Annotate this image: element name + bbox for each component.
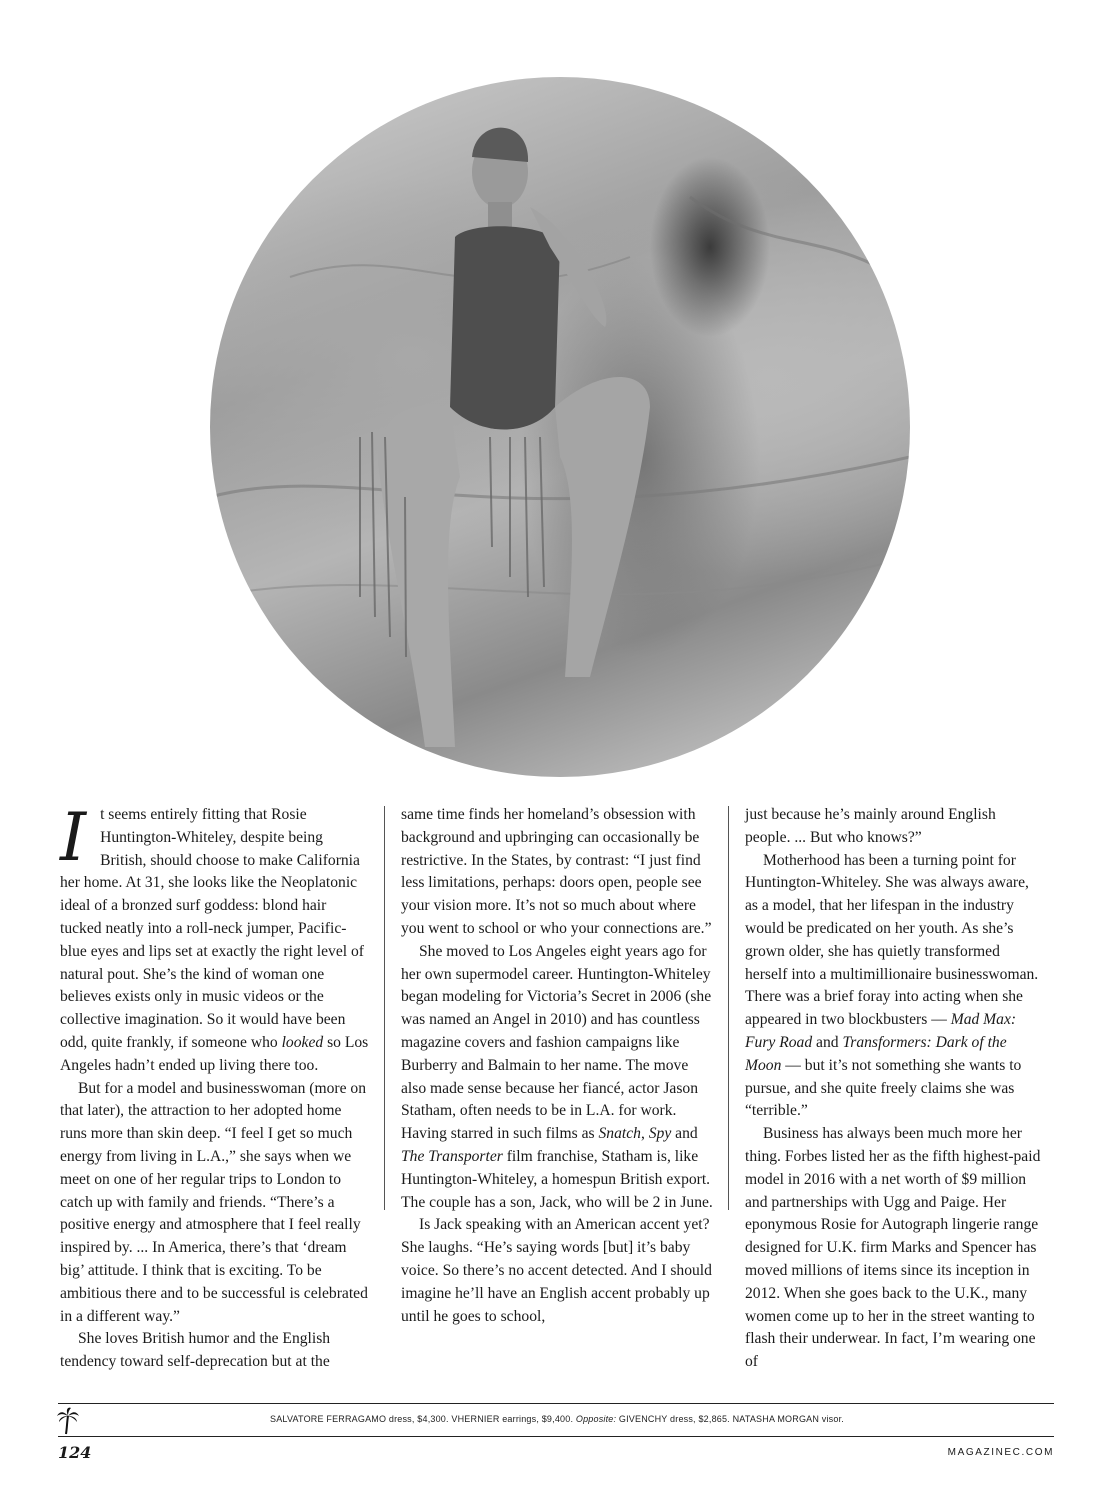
paragraph: It seems entirely fitting that Rosie Huntington-Whiteley, despite being British, should choose to make California her home. At 31, she looks like the Neoplatonic ideal of a bronzed surf goddess: blond hair tucked neatly into a roll-neck jumper, Pacific-blue eyes and lips set at exactly the right level of natural pout. She’s the kind of woman one believes exists only in music videos or the collective imagination. So it would have been odd, quite frankly, if someone who looked so Los Angeles hadn’t ended up living there too. <box>60 799 369 1074</box>
paragraph: Business has always been much more her thing. Forbes listed her as the fifth highest-paid model in 2016 with a net worth of $9 million and partnerships with Ugg and Paige. Her eponymous Rosie for Autograph lingerie range designed for U.K. firm Marks and Spencer has moved millions of items since its inception in 2012. When she goes back to the U.K., many women come up to her in the street wanting to flash their underwear. In fact, I’m wearing one of <box>745 1125 1041 1371</box>
paragraph: Motherhood has been a turning point for Huntington-Whiteley. She was always aware, as a model, that her lifespan in the industry would be predicated on her youth. As she’s grown older, she has quietly transformed herself into a multimillionaire businesswoman. There was a brief foray into acting when she appeared in two blockbusters — Mad Max: Fury Road and Transformers: Dark of the Moon — but it’s not something she wants to pursue, and she quite freely claims she was “terrible.” <box>745 851 1039 1120</box>
column-divider <box>384 806 385 1210</box>
footer-rule-bottom <box>58 1436 1054 1437</box>
footer-rule-top <box>58 1403 1054 1404</box>
paragraph: just because he’s mainly around English people. ... But who knows?” <box>745 806 996 846</box>
article-column-3 <box>745 804 1045 1374</box>
paragraph: She loves British humor and the English tendency toward self-deprecation but at the <box>60 1330 331 1371</box>
site-url[interactable]: MAGAZINEC.COM <box>947 1447 1054 1458</box>
paragraph: But for a model and businesswoman (more on that later), the attraction to her adopted home runs more than skin deep. “I feel I get so much energy from living in L.A.,” she says when we meet on one of her regular trips to London to catch up with family and friends. “There’s a positive energy and atmosphere that I feel really inspired by. ... In America, there’s that ‘dream big’ attitude. I think that is exciting. To be ambitious there and to be successful is celebrated in a different way.” <box>60 1079 368 1325</box>
page-number: 124 <box>58 1443 92 1462</box>
paragraph: Is Jack speaking with an American accent yet? She laughs. “He’s saying words [but] it’s baby voice. So there’s no accent detected. And I should imagine he’ll have an English accent probably up until he goes to school, <box>401 1216 712 1325</box>
photo-credits: SALVATORE FERRAGAMO dress, $4,300. VHERNIER earrings, $9,400. Opposite: GIVENCHY dress, $2,865. NATASHA MORGAN visor. <box>270 1414 844 1424</box>
article-column-2 <box>401 804 713 1328</box>
column-divider <box>728 806 729 1210</box>
portrait-photo <box>210 77 910 777</box>
paragraph: same time finds her homeland’s obsession with background and upbringing can occasionally be restrictive. In the States, by contrast: “I just find less limitations, perhaps: doors open, people see your vision more. It’s not so much about where you went to school or who your connections are.” <box>401 806 712 937</box>
paragraph: She moved to Los Angeles eight years ago for her own supermodel career. Huntington-Whiteley began modeling for Victoria’s Secret in 2006 (she was named an Angel in 2010) and has countless magazine covers and fashion campaigns like Burberry and Balmain to her name. The move also made sense because her fiancé, actor Jason Statham, often needs to be in L.A. for work. Having starred in such films as Snatch, Spy and The Transporter film franchise, Statham is, like Huntington-Whiteley, a homespun British export. The couple has a son, Jack, who will be 2 in June. <box>401 942 713 1211</box>
figure-silhouette <box>210 77 910 777</box>
drop-cap: I <box>60 799 87 876</box>
article-column-1 <box>60 799 370 1374</box>
